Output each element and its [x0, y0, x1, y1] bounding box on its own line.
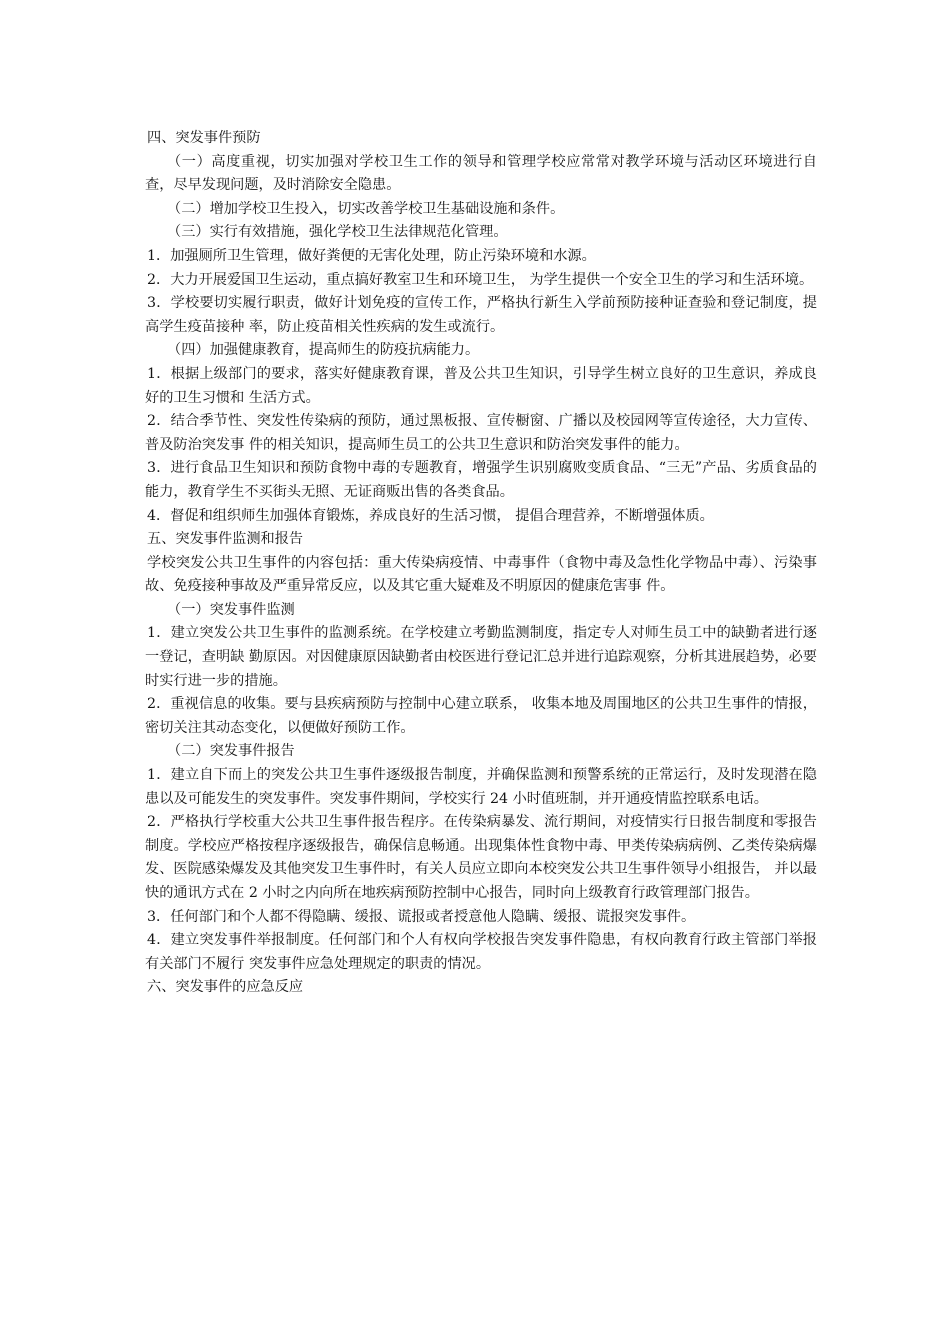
- paragraph: （二）突发事件报告: [167, 743, 295, 760]
- paragraph: 1．根据上级部门的要求，落实好健康教育课，普及公共卫生知识，引导学生树立良好的卫生意识，养成良好的卫生习惯和 生活方式。: [145, 365, 817, 406]
- paragraph: 4．建立突发事件举报制度。任何部门和个人有权向学校报告突发事件隐患，有权向教育行政主管部门举报有关部门不履行 突发事件应急处理规定的职责的情况。: [145, 932, 817, 972]
- paragraph: 2．结合季节性、突发性传染病的预防，通过黑板报、宣传橱窗、广播以及校园网等宣传途径，大力宣传、普及防治突发事 件的相关知识，提高师生员工的公共卫生意识和防治突发事件的能力。: [145, 413, 817, 453]
- paragraph: 1．建立自下而上的突发公共卫生事件逐级报告制度，并确保监测和预警系统的正常运行，及时发现潜在隐患以及可能发生的突发事件。突发事件期间，学校实行 24 小时值班制，并开通疫情监控联系电话。: [145, 767, 817, 807]
- paragraph: 2．大力开展爱国卫生运动，重点搞好教室卫生和环境卫生， 为学生提供一个安全卫生的学习和生活环境。: [147, 271, 814, 288]
- paragraph: （三）实行有效措施，强化学校卫生法律规范化管理。: [167, 224, 508, 241]
- paragraph: 五、突发事件监测和报告: [147, 531, 304, 548]
- paragraph: （一）高度重视，切实加强对学校卫生工作的领导和管理学校应常常对教学环境与活动区环境进行自查，尽早发现问题，及时消除安全隐患。: [145, 153, 817, 194]
- paragraph: 3．进行食品卫生知识和预防食物中毒的专题教育，增强学生识别腐败变质食品、“三无”产品、劣质食品的能力，教育学生不买街头无照、无证商贩出售的各类食品。: [145, 460, 817, 500]
- paragraph: 4．督促和组织师生加强体育锻炼，养成良好的生活习惯， 提倡合理营养，不断增强体质。: [147, 507, 714, 524]
- paragraph: 2．重视信息的收集。要与县疾病预防与控制中心建立联系， 收集本地及周围地区的公共卫生事件的情报，密切关注其动态变化，以便做好预防工作。: [145, 696, 817, 736]
- paragraph: 学校突发公共卫生事件的内容包括：重大传染病疫情、中毒事件（食物中毒及急性化学物品中毒）、污染事故、免疫接种事故及严重异常反应，以及其它重大疑难及不明原因的健康危害事 件。: [145, 554, 817, 595]
- paragraph: （四）加强健康教育，提高师生的防疫抗病能力。: [167, 342, 480, 359]
- paragraph: 3．任何部门和个人都不得隐瞒、缓报、谎报或者授意他人隐瞒、缓报、谎报突发事件。: [147, 908, 696, 925]
- paragraph: （二）增加学校卫生投入，切实改善学校卫生基础设施和条件。: [167, 200, 565, 217]
- paragraph: 1．加强厕所卫生管理，做好粪便的无害化处理，防止污染环境和水源。: [147, 247, 596, 264]
- paragraph: 1．建立突发公共卫生事件的监测系统。在学校建立考勤监测制度，指定专人对师生员工中的缺勤者进行逐一登记，查明缺 勤原因。对因健康原因缺勤者由校医进行登记汇总并进行追踪观察，分析其进展趋势，必要时实行进一步的措施。: [145, 625, 817, 689]
- paragraph: 3．学校要切实履行职责，做好计划免疫的宣传工作，严格执行新生入学前预防接种证查验和登记制度，提高学生疫苗接种 率，防止疫苗相关性疾病的发生或流行。: [145, 295, 817, 335]
- paragraph: 六、突发事件的应急反应: [147, 979, 304, 996]
- document-page: [145, 127, 817, 1000]
- paragraph: 2．严格执行学校重大公共卫生事件报告程序。在传染病暴发、流行期间，对疫情实行日报告制度和零报告制度。学校应严格按程序逐级报告，确保信息畅通。出现集体性食物中毒、甲类传染病病例、乙类传染病爆发、医院感染爆发及其他突发卫生事件时，有关人员应立即向本校突发公共卫生事件领导小组报告， 并以最快的通讯方式在 2 小时之内向所在地疾病预防控制中心报告，同时向上级教育行政管理部门报告。: [145, 814, 817, 901]
- paragraph: （一）突发事件监测: [167, 601, 295, 618]
- paragraph: 四、突发事件预防: [147, 130, 261, 146]
